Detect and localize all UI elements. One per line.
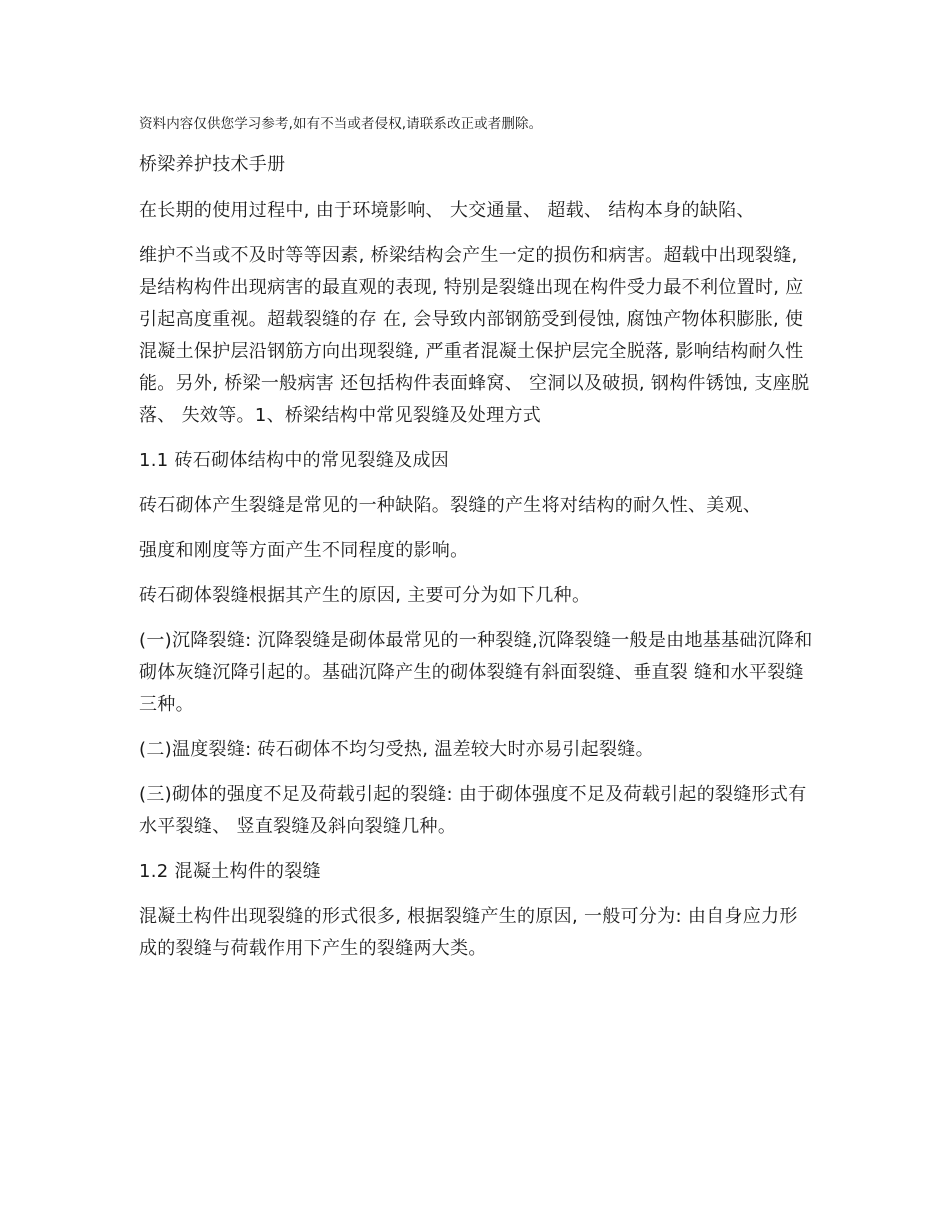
- disclaimer-text: 资料内容仅供您学习参考,如有不当或者侵权,请联系改正或者删除。: [139, 116, 543, 132]
- paragraph: 维护不当或不及时等等因素, 桥梁结构会产生一定的损伤和病害。超载中出现裂缝, 是结构构件出现病害的最直观的表现, 特别是裂缝出现在构件受力最不利位置时, 应引起高度重视。超载裂缝的存 在, 会导致内部钢筋受到侵蚀, 腐蚀产物体积膨胀, 使混凝土保护层沿钢筋方向出现裂缝, 严重者混凝土保护层完全脱落, 影响结构耐久性能。另外, 桥梁一般病害 还包括构件表面蜂窝、 空洞以及破损, 钢构件锈蚀, 支座脱落、 失效等。1、桥梁结构中常见裂缝及处理方式: [139, 245, 810, 426]
- section-heading: 1.1 砖石砌体结构中的常见裂缝及成因: [139, 450, 450, 471]
- paragraph: 强度和刚度等方面产生不同程度的影响。: [139, 540, 469, 561]
- paragraph: 混凝土构件出现裂缝的形式很多, 根据裂缝产生的原因, 一般可分为: 由自身应力形成的裂缝与荷载作用下产生的裂缝两大类。: [139, 906, 798, 959]
- paragraph: 在长期的使用过程中, 由于环境影响、 大交通量、 超载、 结构本身的缺陷、: [139, 200, 755, 221]
- paragraph: 砖石砌体产生裂缝是常见的一种缺陷。裂缝的产生将对结构的耐久性、美观、: [139, 495, 762, 516]
- section-heading: 1.2 混凝土构件的裂缝: [139, 861, 321, 882]
- paragraph: 砖石砌体裂缝根据其产生的原因, 主要可分为如下几种。: [139, 585, 591, 606]
- document-body: [139, 112, 815, 978]
- paragraph: (二)温度裂缝: 砖石砌体不均匀受热, 温差较大时亦易引起裂缝。: [139, 739, 654, 760]
- paragraph: (三)砌体的强度不足及荷载引起的裂缝: 由于砌体强度不足及荷载引起的裂缝形式有水平裂缝、 竖直裂缝及斜向裂缝几种。: [139, 784, 807, 837]
- paragraph: (一)沉降裂缝: 沉降裂缝是砌体最常见的一种裂缝,沉降裂缝一般是由地基基础沉降和砌体灰缝沉降引起的。基础沉降产生的砌体裂缝有斜面裂缝、垂直裂 缝和水平裂缝三种。: [139, 630, 813, 715]
- document-title: 桥梁养护技术手册: [139, 154, 286, 175]
